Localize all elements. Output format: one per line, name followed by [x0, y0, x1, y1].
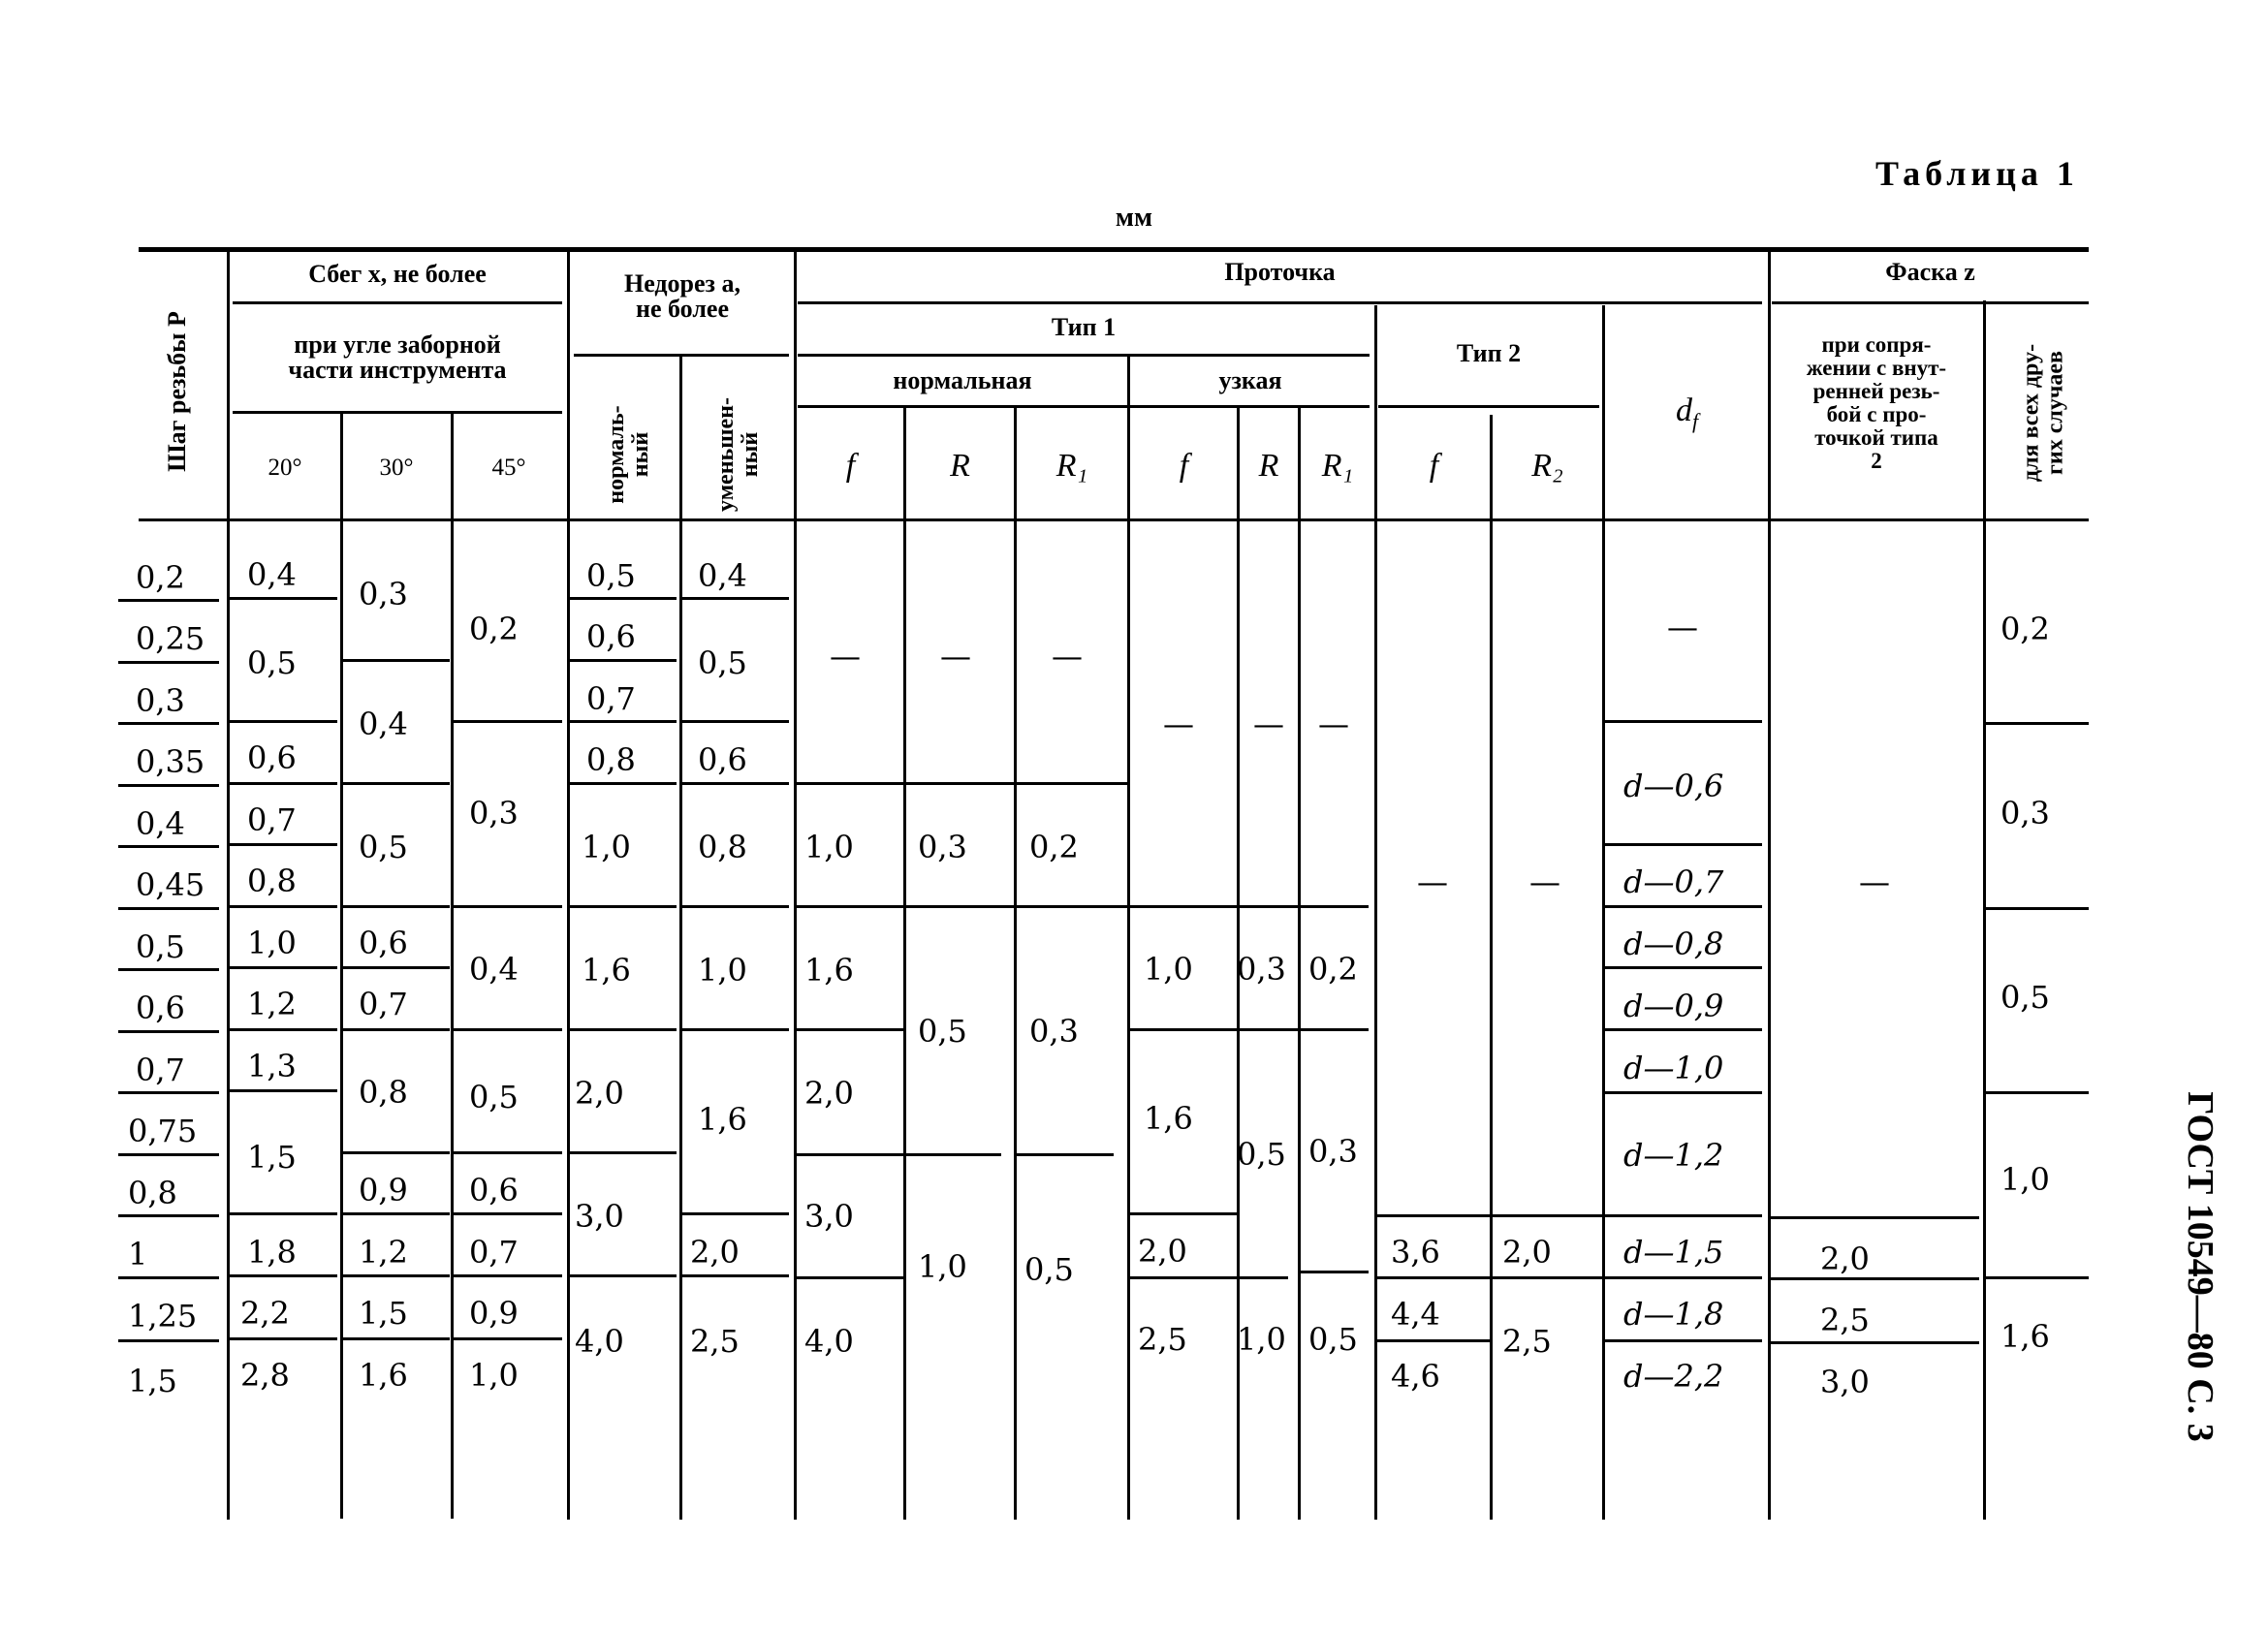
header-t2-f: f	[1429, 448, 1439, 484]
a-normal-cell: 1,6	[582, 952, 631, 989]
df-cell: d—0,6	[1623, 768, 1724, 804]
t2-f-cell: 4,4	[1391, 1296, 1440, 1333]
x30-cell: 0,7	[359, 986, 408, 1022]
pitch-cell: 0,25	[136, 620, 205, 657]
header-undercut-2: не более	[635, 295, 729, 323]
t2-f-cell: 3,6	[1391, 1234, 1440, 1271]
a-normal-cell: 0,8	[586, 741, 636, 778]
df-cell: d—1,2	[1623, 1137, 1724, 1174]
a-reduced-cell: 2,0	[690, 1234, 740, 1271]
x45-cell: 1,0	[469, 1357, 519, 1394]
header-angle-45: 45°	[491, 455, 526, 481]
t2-R2-cell: 2,0	[1502, 1234, 1552, 1271]
header-undercut-reduced: уменьшен- ный	[713, 397, 763, 512]
pitch-cell: 1,5	[128, 1363, 177, 1399]
header-chamfer-other: для всех дру- гих случаев	[2018, 343, 2068, 483]
x30-cell: 1,6	[359, 1357, 408, 1394]
header-undercut-normal: нормаль- ный	[604, 405, 653, 504]
a-reduced-cell: 1,0	[698, 952, 747, 989]
x30-cell: 0,3	[359, 576, 408, 612]
pitch-cell: 0,5	[136, 928, 185, 965]
t2-f-cell: 4,6	[1391, 1358, 1440, 1395]
df-cell: d—0,8	[1623, 926, 1724, 962]
a-normal-cell: 0,6	[586, 618, 636, 655]
x30-cell: 0,6	[359, 925, 408, 961]
t1u-R-dash: —	[1253, 706, 1284, 742]
a-reduced-cell: 0,6	[698, 741, 747, 778]
x45-cell: 0,6	[469, 1172, 519, 1209]
header-undercut-1: Недорез a,	[623, 269, 741, 298]
x20-cell: 2,8	[240, 1357, 290, 1394]
df-cell: d—1,0	[1623, 1050, 1724, 1086]
x45-cell: 0,2	[469, 611, 519, 647]
x20-cell: 1,3	[247, 1048, 297, 1084]
pitch-cell: 0,2	[136, 559, 185, 596]
df-cell: d—1,5	[1623, 1234, 1724, 1271]
t1n-R1-cell: 0,5	[1024, 1251, 1074, 1288]
t2-R2-cell: 2,5	[1502, 1323, 1552, 1360]
t2-R2-dash: —	[1529, 864, 1560, 900]
t1n-f-cell: 3,0	[804, 1198, 854, 1235]
t1n-R1-dash: —	[1052, 638, 1083, 675]
df-cell: d—1,8	[1623, 1296, 1724, 1333]
z-inner-dash: —	[1859, 864, 1890, 900]
x20-cell: 0,4	[247, 556, 297, 593]
header-t1u-f: f	[1179, 448, 1189, 484]
df-cell: d—0,7	[1623, 864, 1724, 900]
x20-cell: 0,8	[247, 863, 297, 899]
x20-cell: 1,8	[247, 1234, 297, 1271]
t1n-R-cell: 1,0	[918, 1248, 967, 1285]
t1u-R-cell: 0,3	[1237, 951, 1286, 988]
t1u-f-cell: 1,0	[1144, 951, 1193, 988]
a-normal-cell: 1,0	[582, 829, 631, 865]
header-type2: Тип 2	[1456, 339, 1522, 367]
t1n-f-cell: 2,0	[804, 1075, 854, 1112]
t1u-f-cell: 2,0	[1138, 1233, 1187, 1270]
pitch-cell: 0,3	[136, 682, 185, 719]
x45-cell: 0,4	[469, 951, 519, 988]
pitch-cell: 0,8	[128, 1175, 177, 1211]
t1u-R1-cell: 0,3	[1308, 1133, 1358, 1170]
t1u-R1-dash: —	[1318, 706, 1349, 742]
t1u-R-cell: 0,5	[1237, 1136, 1286, 1173]
z-inner-cell: 2,0	[1820, 1240, 1870, 1277]
df-cell: d—2,2	[1623, 1358, 1724, 1395]
units-label: мм	[1115, 203, 1153, 233]
a-reduced-cell: 0,8	[698, 829, 747, 865]
pitch-cell: 0,7	[136, 1052, 185, 1088]
header-groove: Проточка	[1224, 258, 1336, 286]
t1n-R-cell: 0,5	[918, 1013, 967, 1050]
a-reduced-cell: 0,4	[698, 557, 747, 594]
z-other-cell: 1,6	[2000, 1318, 2050, 1355]
z-other-cell: 1,0	[2000, 1161, 2050, 1198]
a-normal-cell: 0,5	[586, 557, 636, 594]
z-other-cell: 0,3	[2000, 795, 2050, 832]
x30-cell: 0,5	[359, 829, 408, 865]
x30-cell: 0,8	[359, 1074, 408, 1111]
header-chamfer: Фаска z	[1885, 258, 1975, 286]
x20-cell: 0,6	[247, 739, 297, 776]
header-t2-R2: R₂	[1531, 448, 1563, 484]
a-reduced-cell: 2,5	[690, 1323, 740, 1360]
x20-cell: 2,2	[240, 1295, 290, 1332]
t1u-f-cell: 2,5	[1138, 1321, 1187, 1358]
header-t1n-f: f	[845, 448, 856, 484]
t1u-R1-cell: 0,2	[1308, 951, 1358, 988]
header-narrow: узкая	[1218, 366, 1282, 394]
pitch-cell: 1	[128, 1236, 148, 1272]
x45-cell: 0,9	[469, 1295, 519, 1332]
x45-cell: 0,7	[469, 1234, 519, 1271]
pitch-cell: 0,45	[136, 866, 205, 903]
t1n-f-cell: 4,0	[804, 1323, 854, 1360]
t1u-f-cell: 1,6	[1144, 1100, 1193, 1137]
z-other-cell: 0,5	[2000, 979, 2050, 1016]
df-cell: d—0,9	[1623, 988, 1724, 1024]
x45-cell: 0,3	[469, 795, 519, 832]
a-normal-cell: 0,7	[586, 680, 636, 717]
a-reduced-cell: 1,6	[698, 1101, 747, 1138]
a-normal-cell: 3,0	[575, 1198, 624, 1235]
t1n-R-cell: 0,3	[918, 829, 967, 865]
header-t1u-R: R	[1258, 448, 1279, 484]
z-other-cell: 0,2	[2000, 611, 2050, 647]
x30-cell: 1,2	[359, 1234, 408, 1271]
x30-cell: 0,4	[359, 706, 408, 742]
x45-cell: 0,5	[469, 1079, 519, 1115]
x20-cell: 0,5	[247, 644, 297, 681]
pitch-cell: 0,35	[136, 743, 205, 780]
table-title: Таблица 1	[1875, 154, 2079, 193]
pitch-cell: 0,75	[128, 1113, 198, 1149]
side-standard-label: ГОСТ 10549—80 С. 3	[2180, 1091, 2221, 1442]
x30-cell: 0,9	[359, 1172, 408, 1209]
pitch-cell: 0,4	[136, 805, 185, 842]
pitch-cell: 1,25	[128, 1298, 198, 1335]
header-normal: нормальная	[893, 366, 1032, 394]
t1n-R1-cell: 0,2	[1029, 829, 1079, 865]
x20-cell: 1,2	[247, 986, 297, 1022]
header-pitch: Шаг резьбы P	[163, 311, 191, 472]
header-chamfer-inner: при сопря- жении с внут- ренней резь- бой с про- точкой типа 2	[1806, 332, 1947, 473]
header-runout: Сбег x, не более	[308, 260, 487, 288]
t2-f-dash: —	[1417, 864, 1448, 900]
header-angle-20: 20°	[268, 455, 302, 481]
header-angle-30: 30°	[379, 455, 414, 481]
header-type1: Тип 1	[1051, 313, 1117, 341]
a-normal-cell: 2,0	[575, 1075, 624, 1112]
a-normal-cell: 4,0	[575, 1323, 624, 1360]
header-runout-sub-2: части инструмента	[288, 356, 507, 384]
pitch-cell: 0,6	[136, 989, 185, 1026]
x20-cell: 1,0	[247, 925, 297, 961]
header-t1n-R: R	[950, 448, 970, 484]
x20-cell: 0,7	[247, 801, 297, 838]
df-dash: —	[1667, 609, 1698, 645]
x30-cell: 1,5	[359, 1295, 408, 1332]
t1n-f-cell: 1,0	[804, 829, 854, 865]
t1u-f-dash: —	[1163, 706, 1194, 742]
t1n-R1-cell: 0,3	[1029, 1013, 1079, 1050]
t1u-R-cell: 1,0	[1237, 1321, 1286, 1358]
z-inner-cell: 2,5	[1820, 1302, 1870, 1338]
t1n-R-dash: —	[940, 638, 971, 675]
header-runout-sub-1: при угле заборной	[294, 330, 501, 359]
x20-cell: 1,5	[247, 1139, 297, 1176]
t1n-f-dash: —	[830, 638, 861, 675]
header-df: $d_f$	[1675, 393, 1699, 433]
header-t1u-R1: R₁	[1321, 448, 1354, 484]
t1u-R1-cell: 0,5	[1308, 1321, 1358, 1358]
a-reduced-cell: 0,5	[698, 644, 747, 681]
t1n-f-cell: 1,6	[804, 952, 854, 989]
header-t1n-R1: R₁	[1055, 448, 1088, 484]
z-inner-cell: 3,0	[1820, 1364, 1870, 1400]
